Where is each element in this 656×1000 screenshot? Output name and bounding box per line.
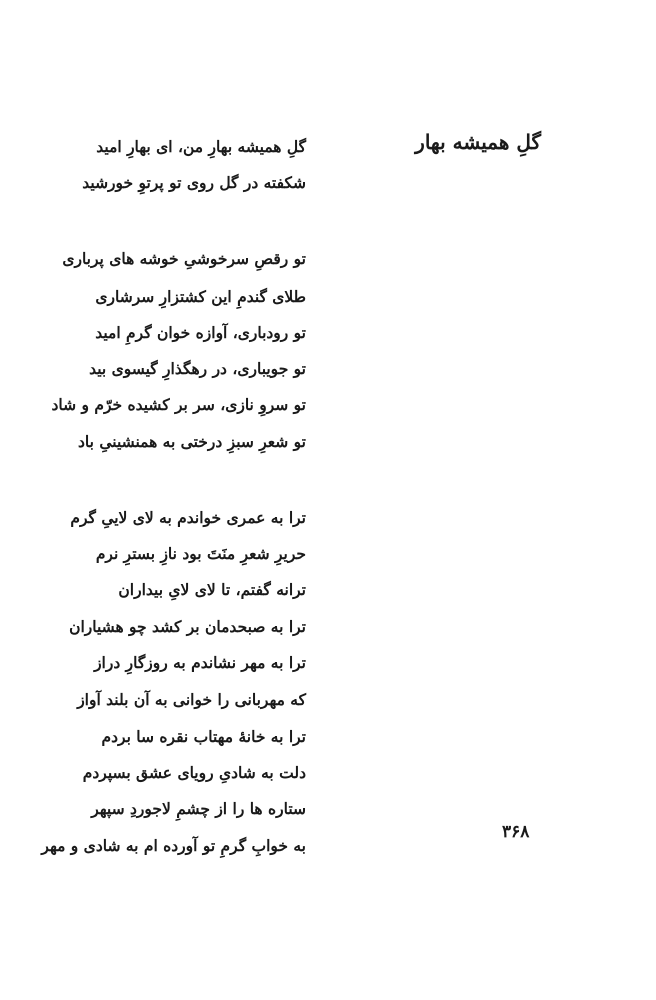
- poem-line: ترا به عمری خواندم به لای لاییِ گرم: [70, 508, 306, 527]
- poem-line: که مهربانی را خوانی به آن بلند آواز: [77, 690, 306, 709]
- poem-line: تو شعرِ سبزِ درختی به همنشینیِ باد: [78, 432, 306, 451]
- poem-line: ترا به مهر نشاندم به روزگارِ دراز: [94, 653, 306, 672]
- page-number: ۳۶۸: [502, 822, 530, 842]
- poem-line: به خوابِ گرمِ تو آورده ام به شادی و مهر: [41, 836, 306, 855]
- poem-line: ترا به صبحدمان بر کشد چو هشیاران: [69, 617, 306, 636]
- poem-line: ترانه گفتم، تا لای لایِ بیداران: [118, 580, 306, 599]
- poem-line: دلت به شادیِ رویای عشق بسپردم: [82, 763, 306, 782]
- poem-line: شکفته در گل روی تو پرتوِ خورشید: [82, 173, 306, 192]
- poem-line: طلای گندمِ این کشتزارِ سرشاری: [95, 287, 306, 306]
- poem-line: ترا به خانهٔ مهتاب نقره سا بردم: [101, 727, 306, 746]
- poem-line: تو جویباری، در رهگذارِ گیسوی بید: [89, 359, 306, 378]
- poem-line: گلِ همیشه بهارِ من، ای بهارِ امید: [96, 137, 306, 156]
- poem-title: گلِ همیشه بهار: [415, 130, 541, 154]
- poem-line: حریرِ شعرِ منَتَ بود نازِ بسترِ نرم: [95, 544, 306, 563]
- poem-line: تو رودباری، آوازه خوان گرمِ امید: [95, 323, 306, 342]
- poem-line: تو رقصِ سرخوشیِ خوشه های پرباری: [62, 249, 306, 268]
- poem-line: ستاره ها را از چشمِ لاجوردِ سپهر: [91, 799, 306, 818]
- poem-line: تو سروِ نازی، سر بر کشیده خرّم و شاد: [51, 395, 306, 414]
